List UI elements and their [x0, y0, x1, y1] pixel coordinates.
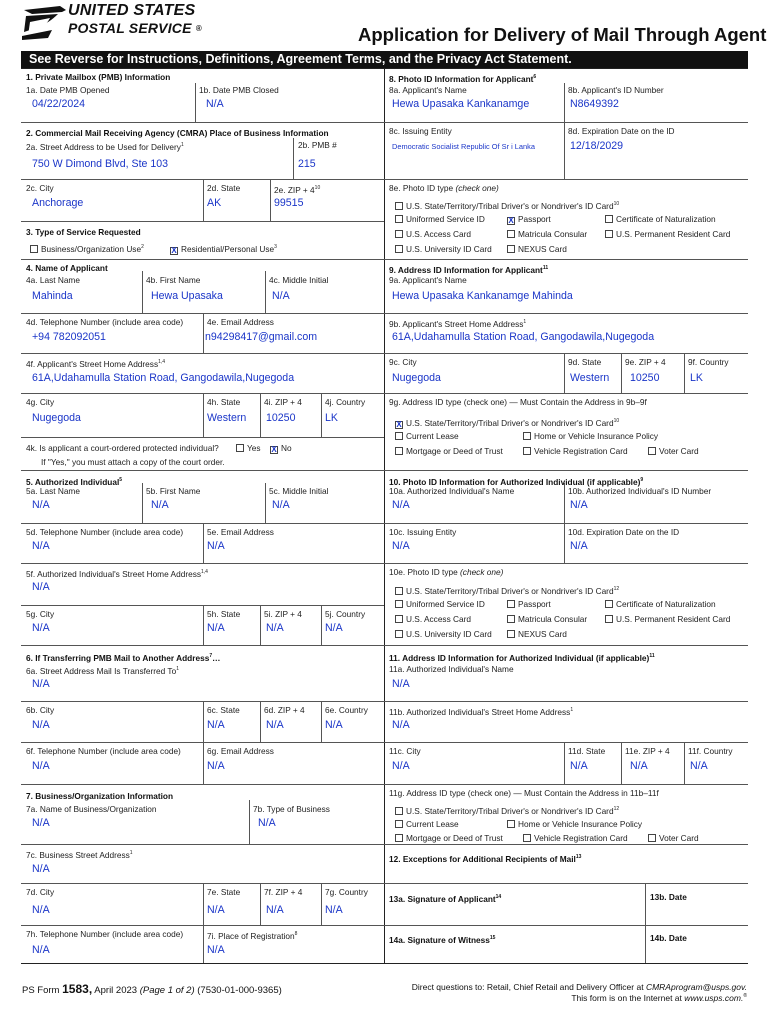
- field-7e-state[interactable]: N/A: [207, 904, 225, 916]
- field-9c-city[interactable]: Nugegoda: [392, 372, 441, 384]
- checkbox-box: [605, 215, 613, 223]
- checkbox-box: [507, 600, 515, 608]
- label-6b: 6b. City: [26, 705, 55, 715]
- field-5a-last-name[interactable]: N/A: [32, 499, 50, 511]
- label-11f: 11f. Country: [688, 746, 733, 756]
- label-5j: 5j. Country: [325, 609, 366, 619]
- section-3-heading: 3. Type of Service Requested: [26, 227, 141, 237]
- field-5e-email[interactable]: N/A: [207, 540, 225, 552]
- field-9d-state[interactable]: Western: [570, 372, 610, 384]
- field-5j-country[interactable]: N/A: [325, 622, 343, 634]
- label-5d: 5d. Telephone Number (include area code): [26, 527, 184, 537]
- checkbox-4k-yes[interactable]: Yes: [236, 443, 261, 453]
- checkbox-11g-mortgage[interactable]: Mortgage or Deed of Trust: [395, 833, 503, 843]
- field-6e-country[interactable]: N/A: [325, 719, 343, 731]
- field-1a-date-opened[interactable]: 04/22/2024: [32, 98, 86, 110]
- label-2b: 2b. PMB #: [298, 140, 337, 150]
- field-8a-applicant-name[interactable]: Hewa Upasaka Kankanamge: [392, 98, 530, 110]
- label-6c: 6c. State: [207, 705, 240, 715]
- court-order-note: If "Yes," you must attach a copy of the court order.: [41, 457, 225, 467]
- field-2e-zip[interactable]: 99515: [274, 197, 304, 209]
- field-13b-date[interactable]: [647, 904, 746, 924]
- label-1a: 1a. Date PMB Opened: [26, 85, 110, 95]
- checkbox-9g-vehicle-registration[interactable]: Vehicle Registration Card: [523, 446, 628, 456]
- label-5h: 5h. State: [207, 609, 241, 619]
- label-6a: 6a. Street Address Mail Is Transferred To$^1$: [26, 665, 179, 676]
- checkbox-10e-university-id[interactable]: U.S. University ID Card: [395, 629, 492, 639]
- checkbox-box: [648, 447, 656, 455]
- checkbox-box: [605, 230, 613, 238]
- checkbox-box: [30, 245, 38, 253]
- checkbox-10e-nexus[interactable]: NEXUS Card: [507, 629, 567, 639]
- checkbox-4k-no[interactable]: X No: [271, 443, 292, 454]
- label-11d: 11d. State: [568, 746, 606, 756]
- checkbox-checked-mark: X: [508, 216, 514, 225]
- label-10d: 10d. Expiration Date on the ID: [568, 527, 680, 537]
- label-10a: 10a. Authorized Individual's Name: [389, 486, 515, 496]
- label-11g: 11g. Address ID type (check one) — Must Contain the Address in 11b–11f: [389, 788, 659, 798]
- checkbox-box: [605, 600, 613, 608]
- field-9e-zip[interactable]: 10250: [630, 372, 660, 384]
- field-7f-zip[interactable]: N/A: [266, 904, 284, 916]
- checkbox-10e-naturalization[interactable]: Certificate of Naturalization: [605, 599, 716, 609]
- label-4f: 4f. Applicant's Street Home Address$^{1,4}$: [26, 358, 166, 369]
- checkbox-box: [395, 215, 403, 223]
- checkbox-box: [236, 444, 244, 452]
- checkbox-11g-voter-card[interactable]: Voter Card: [648, 833, 699, 843]
- label-6e: 6e. Country: [325, 705, 368, 715]
- label-11c: 11c. City: [389, 746, 421, 756]
- label-13b-date: 13b. Date: [650, 892, 687, 902]
- field-7g-country[interactable]: N/A: [325, 904, 343, 916]
- field-14b-date[interactable]: [647, 944, 746, 962]
- field-6d-zip[interactable]: N/A: [266, 719, 284, 731]
- center-divider: [384, 68, 385, 963]
- checkbox-checked-mark: X: [396, 419, 402, 429]
- field-11d-state[interactable]: N/A: [570, 760, 588, 772]
- checkbox-box: [395, 834, 403, 842]
- label-6d: 6d. ZIP + 4: [264, 705, 305, 715]
- checkbox-checked-mark: X: [171, 245, 177, 255]
- field-4e-email[interactable]: n94298417@gmail.com: [205, 331, 318, 343]
- label-8d: 8d. Expiration Date on the ID: [568, 126, 675, 136]
- label-5c: 5c. Middle Initial: [269, 486, 329, 496]
- label-4e: 4e. Email Address: [207, 317, 274, 327]
- form-title: Application for Delivery of Mail Through Agent: [358, 24, 767, 45]
- label-4h: 4h. State: [207, 397, 241, 407]
- checkbox-box: [523, 432, 531, 440]
- field-8c-issuing-entity[interactable]: Democratic Socialist Republic Of Sr i Lanka: [392, 142, 535, 151]
- checkbox-box: [507, 230, 515, 238]
- checkbox-checked-mark: X: [271, 445, 277, 454]
- checkbox-8e-matricula[interactable]: Matricula Consular: [507, 229, 587, 239]
- field-11c-city[interactable]: N/A: [392, 760, 410, 772]
- label-8a: 8a. Applicant's Name: [389, 85, 467, 95]
- checkbox-8e-uniformed-service[interactable]: Uniformed Service ID: [395, 214, 485, 224]
- label-5g: 5g. City: [26, 609, 55, 619]
- label-9a: 9a. Applicant's Name: [389, 275, 467, 285]
- contact-email-link[interactable]: CMRAprogram@usps.gov.: [645, 982, 747, 992]
- field-4c-middle-initial[interactable]: N/A: [272, 290, 290, 302]
- checkbox-8e-drivers-license[interactable]: U.S. State/Territory/Tribal Driver's or Nondriver's ID Card$^{10}$: [395, 199, 619, 211]
- field-2a-street-address[interactable]: 750 W Dimond Blvd, Ste 103: [32, 158, 169, 170]
- usps-website-link[interactable]: www.usps.com.: [684, 993, 744, 1003]
- field-6c-state[interactable]: N/A: [207, 719, 225, 731]
- label-7c: 7c. Business Street Address$^1$: [26, 849, 133, 860]
- field-5c-middle-initial[interactable]: N/A: [272, 499, 290, 511]
- label-9g: 9g. Address ID type (check one) — Must Contain the Address in 9b–9f: [389, 397, 647, 407]
- checkbox-9g-voter-card[interactable]: Voter Card: [648, 446, 699, 456]
- field-7d-city[interactable]: N/A: [32, 904, 50, 916]
- field-7b-business-type[interactable]: N/A: [258, 817, 276, 829]
- field-9b-home-address[interactable]: 61A,Udahamulla Station Road, Gangodawila,Nugegoda: [392, 331, 655, 343]
- section-5-heading: 5. Authorized Individual$^5$: [26, 476, 123, 487]
- field-11a-name[interactable]: N/A: [392, 678, 410, 690]
- field-6b-city[interactable]: N/A: [32, 719, 50, 731]
- label-10b: 10b. Authorized Individual's ID Number: [568, 486, 712, 496]
- label-8c: 8c. Issuing Entity: [389, 126, 452, 136]
- checkbox-9g-lease[interactable]: Current Lease: [395, 431, 459, 441]
- label-8e: 8e. Photo ID type (check one): [389, 183, 499, 193]
- checkbox-box: [395, 820, 403, 828]
- checkbox-box: [395, 202, 403, 210]
- field-10b-id-number[interactable]: N/A: [570, 499, 588, 511]
- footer-internet: This form is on the Internet at www.usps.com.®: [571, 993, 747, 1003]
- checkbox-9g-drivers-license[interactable]: X U.S. State/Territory/Tribal Driver's or Nondriver's ID Card$^{10}$: [396, 417, 620, 429]
- label-7h: 7h. Telephone Number (include area code): [26, 929, 184, 939]
- section-4-heading: 4. Name of Applicant: [26, 263, 108, 273]
- checkbox-9g-mortgage[interactable]: Mortgage or Deed of Trust: [395, 446, 503, 456]
- checkbox-box: [395, 245, 403, 253]
- label-9d: 9d. State: [568, 357, 602, 367]
- checkbox-9g-insurance[interactable]: Home or Vehicle Insurance Policy: [523, 431, 658, 441]
- checkbox-box: [605, 615, 613, 623]
- checkbox-box: [507, 630, 515, 638]
- checkbox-box: [507, 245, 515, 253]
- section-2-heading: 2. Commercial Mail Receiving Agency (CMRA) Place of Business Information: [26, 128, 329, 138]
- field-6f-telephone[interactable]: N/A: [32, 760, 50, 772]
- label-5e: 5e. Email Address: [207, 527, 274, 537]
- checkbox-box: [395, 432, 403, 440]
- label-7i: 7i. Place of Registration$^8$: [207, 930, 298, 941]
- checkbox-residential-use[interactable]: X Residential/Personal Use$^3$: [171, 243, 277, 255]
- checkbox-10e-passport[interactable]: Passport: [507, 599, 551, 609]
- field-10d-expiration[interactable]: N/A: [570, 540, 588, 552]
- field-1b-date-closed[interactable]: N/A: [206, 98, 224, 110]
- footer-questions: Direct questions to: Retail, Chief Retail and Delivery Officer at CMRAprogram@usps.gov.: [411, 982, 747, 992]
- field-4i-zip[interactable]: 10250: [266, 412, 296, 424]
- field-9f-country[interactable]: LK: [690, 372, 703, 384]
- checkbox-box: [395, 587, 403, 595]
- label-7a: 7a. Name of Business/Organization: [26, 804, 157, 814]
- checkbox-8e-access-card[interactable]: U.S. Access Card: [395, 229, 471, 239]
- checkbox-box: [523, 834, 531, 842]
- checkbox-box: [395, 807, 403, 815]
- checkbox-box: [395, 600, 403, 608]
- field-4d-telephone[interactable]: +94 782092051: [32, 331, 106, 343]
- field-14a-signature[interactable]: [386, 944, 643, 962]
- label-4c: 4c. Middle Initial: [269, 275, 329, 285]
- checkbox-8e-university-id[interactable]: U.S. University ID Card: [395, 244, 492, 254]
- field-2d-state[interactable]: AK: [207, 197, 222, 209]
- label-4i: 4i. ZIP + 4: [264, 397, 302, 407]
- field-11b-home-address[interactable]: N/A: [392, 719, 410, 731]
- field-6a-transfer-address[interactable]: N/A: [32, 678, 50, 690]
- checkbox-10e-access-card[interactable]: U.S. Access Card: [395, 614, 471, 624]
- field-2b-pmb-number[interactable]: 215: [298, 158, 316, 170]
- field-10a-name[interactable]: N/A: [392, 499, 410, 511]
- label-7b: 7b. Type of Business: [253, 804, 330, 814]
- checkbox-10e-permanent-resident[interactable]: U.S. Permanent Resident Card: [605, 614, 730, 624]
- checkbox-box: [395, 615, 403, 623]
- checkbox-8e-permanent-resident[interactable]: U.S. Permanent Resident Card: [605, 229, 730, 239]
- checkbox-box: [523, 447, 531, 455]
- label-4d: 4d. Telephone Number (include area code): [26, 317, 184, 327]
- field-7c-business-address[interactable]: N/A: [32, 863, 50, 875]
- label-5f: 5f. Authorized Individual's Street Home Address$^{1,4}$: [26, 568, 208, 579]
- label-1b: 1b. Date PMB Closed: [199, 85, 279, 95]
- checkbox-10e-matricula[interactable]: Matricula Consular: [507, 614, 587, 624]
- label-9b: 9b. Applicant's Street Home Address$^1$: [389, 318, 527, 329]
- label-7d: 7d. City: [26, 887, 55, 897]
- label-5i: 5i. ZIP + 4: [264, 609, 302, 619]
- label-14b-date: 14b. Date: [650, 933, 687, 943]
- label-10c: 10c. Issuing Entity: [389, 527, 457, 537]
- field-7i-place-of-registration[interactable]: N/A: [207, 944, 225, 956]
- field-7h-telephone[interactable]: N/A: [32, 944, 50, 956]
- field-5g-city[interactable]: N/A: [32, 622, 50, 634]
- label-4k: 4k. Is applicant a court-ordered protected individual?: [26, 443, 219, 453]
- checkbox-box: [395, 230, 403, 238]
- field-9a-applicant-name[interactable]: Hewa Upasaka Kankanamge Mahinda: [392, 290, 573, 302]
- checkbox-11g-drivers-license[interactable]: U.S. State/Territory/Tribal Driver's or Nondriver's ID Card$^{12}$: [395, 804, 619, 816]
- field-4f-home-address[interactable]: 61A,Udahamulla Station Road, Gangodawila,Nugegoda: [32, 372, 295, 384]
- label-9c: 9c. City: [389, 357, 417, 367]
- logo-line1: UNITED STATES: [68, 2, 196, 19]
- field-4g-city[interactable]: Nugegoda: [32, 412, 81, 424]
- label-4a: 4a. Last Name: [26, 275, 80, 285]
- checkbox-business-use[interactable]: Business/Organization Use$^2$: [30, 242, 144, 254]
- label-14a-signature-witness: 14a. Signature of Witness$^{15}$: [389, 934, 496, 945]
- usps-eagle-logo: [22, 2, 66, 40]
- label-13a-signature-applicant: 13a. Signature of Applicant$^{14}$: [389, 893, 502, 904]
- label-7e: 7e. State: [207, 887, 241, 897]
- checkbox-10e-uniformed-service[interactable]: Uniformed Service ID: [395, 599, 485, 609]
- label-2d: 2d. State: [207, 183, 241, 193]
- label-8b: 8b. Applicant's ID Number: [568, 85, 664, 95]
- checkbox-box: [507, 615, 515, 623]
- section-11-heading: 11. Address ID Information for Authorized Individual (if applicable)$^{11}$: [389, 652, 655, 663]
- label-2c: 2c. City: [26, 183, 54, 193]
- label-5b: 5b. First Name: [146, 486, 201, 496]
- field-10c-issuing-entity[interactable]: N/A: [392, 540, 410, 552]
- label-6f: 6f. Telephone Number (include area code): [26, 746, 181, 756]
- checkbox-box: [648, 834, 656, 842]
- checkbox-box: [395, 630, 403, 638]
- section-12-heading: 12. Exceptions for Additional Recipients of Mail$^{13}$: [389, 853, 582, 864]
- label-5a: 5a. Last Name: [26, 486, 80, 496]
- checkbox-11g-lease[interactable]: Current Lease: [395, 819, 459, 829]
- label-4j: 4j. Country: [325, 397, 366, 407]
- instructions-banner: See Reverse for Instructions, Definitions, Agreement Terms, and the Privacy Act Statement.: [21, 51, 748, 68]
- field-8d-expiration[interactable]: 12/18/2029: [570, 140, 624, 152]
- field-5f-home-address[interactable]: N/A: [32, 581, 50, 593]
- checkbox-box: [507, 820, 515, 828]
- label-4g: 4g. City: [26, 397, 55, 407]
- section-6-heading: 6. If Transferring PMB Mail to Another Address$^7$…: [26, 652, 221, 663]
- section-7-heading: 7. Business/Organization Information: [26, 791, 174, 801]
- label-7f: 7f. ZIP + 4: [264, 887, 303, 897]
- field-11e-zip[interactable]: N/A: [630, 760, 648, 772]
- label-9f: 9f. Country: [688, 357, 729, 367]
- label-11b: 11b. Authorized Individual's Street Home Address$^1$: [389, 706, 574, 717]
- field-4j-country[interactable]: LK: [325, 412, 338, 424]
- field-13a-signature[interactable]: [386, 904, 643, 924]
- section-9-heading: 9. Address ID Information for Applicant$^{11}$: [389, 264, 549, 275]
- checkbox-8e-nexus[interactable]: NEXUS Card: [507, 244, 567, 254]
- label-2a: 2a. Street Address to be Used for Delivery$^1$: [26, 141, 184, 152]
- field-5h-state[interactable]: N/A: [207, 622, 225, 634]
- label-11e: 11e. ZIP + 4: [625, 746, 670, 756]
- label-4b: 4b. First Name: [146, 275, 201, 285]
- label-10e: 10e. Photo ID type (check one): [389, 567, 504, 577]
- field-2c-city[interactable]: Anchorage: [32, 197, 84, 209]
- checkbox-box: [395, 447, 403, 455]
- section-1-heading: 1. Private Mailbox (PMB) Information: [26, 72, 171, 82]
- field-7a-business-name[interactable]: N/A: [32, 817, 50, 829]
- label-11a: 11a. Authorized Individual's Name: [389, 664, 514, 674]
- field-11f-country[interactable]: N/A: [690, 760, 708, 772]
- checkbox-8e-passport[interactable]: X Passport: [508, 214, 551, 225]
- label-9e: 9e. ZIP + 4: [625, 357, 666, 367]
- checkbox-11g-insurance[interactable]: Home or Vehicle Insurance Policy: [507, 819, 642, 829]
- label-2e: 2e. ZIP + $4^{10}$: [274, 184, 321, 195]
- field-5d-telephone[interactable]: N/A: [32, 540, 50, 552]
- section-8-heading: 8. Photo ID Information for Applicant$^6$: [389, 73, 537, 84]
- checkbox-11g-vehicle-registration[interactable]: Vehicle Registration Card: [523, 833, 628, 843]
- checkbox-10e-drivers-license[interactable]: U.S. State/Territory/Tribal Driver's or Nondriver's ID Card$^{12}$: [395, 584, 619, 596]
- label-6g: 6g. Email Address: [207, 746, 274, 756]
- section-10-heading: 10. Photo ID Information for Authorized Individual (if applicable)$^9$: [389, 476, 644, 487]
- logo-line2: POSTAL SERVICE ®: [68, 20, 202, 36]
- form-identifier: PS Form 1583, April 2023 (Page 1 of 2) (7530-01-000-9365): [22, 982, 282, 996]
- field-4b-first-name[interactable]: Hewa Upasaka: [151, 290, 223, 302]
- field-6g-email[interactable]: N/A: [207, 760, 225, 772]
- field-5b-first-name[interactable]: N/A: [151, 499, 169, 511]
- checkbox-8e-naturalization[interactable]: Certificate of Naturalization: [605, 214, 716, 224]
- field-4h-state[interactable]: Western: [207, 412, 247, 424]
- field-8b-id-number[interactable]: N8649392: [570, 98, 619, 110]
- field-5i-zip[interactable]: N/A: [266, 622, 284, 634]
- field-12-exceptions[interactable]: [386, 866, 746, 882]
- label-7g: 7g. Country: [325, 887, 368, 897]
- field-4a-last-name[interactable]: Mahinda: [32, 290, 73, 302]
